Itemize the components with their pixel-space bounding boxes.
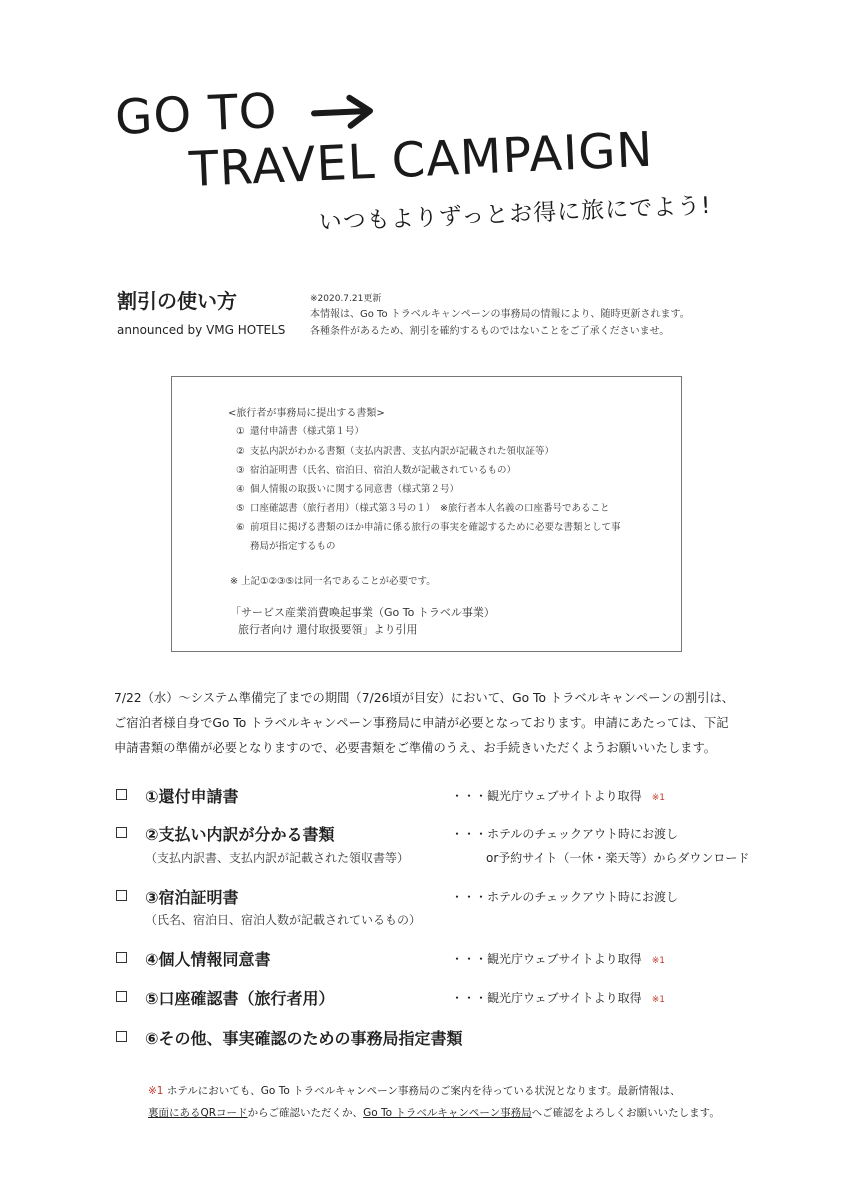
doc-label: ②支払い内訳が分かる書類 <box>145 825 335 844</box>
campaign-office-link[interactable]: Go To トラベルキャンペーン事務局 <box>363 1107 532 1119</box>
update-note-line: 各種条件があるため、割引を確約するものではないことをご了承くださいませ。 <box>310 326 670 337</box>
announced-by: announced by VMG HOTELS <box>117 323 286 337</box>
tagline: いつもよりずっとお得に旅にでよう! <box>318 192 712 236</box>
box-item: ⑤ 口座確認書（旅行者用）（様式第３号の１） ※旅行者本人名義の口座番号であること <box>236 503 610 514</box>
doc-source: ・・・観光庁ウェブサイトより取得 ※1 <box>451 952 665 966</box>
doc-sub: （氏名、宿泊日、宿泊人数が記載されているもの） <box>145 913 422 927</box>
checkbox[interactable] <box>116 952 127 963</box>
box-item: ① 還付申請書（様式第１号） <box>236 426 365 437</box>
update-date: ※2020.7.21更新 <box>310 294 382 304</box>
checkbox[interactable] <box>116 890 127 901</box>
doc-source: ・・・ホテルのチェックアウト時にお渡し <box>451 827 679 841</box>
checkbox[interactable] <box>116 789 127 800</box>
arrow-right-icon <box>309 90 381 133</box>
doc-label: ⑤口座確認書（旅行者用） <box>145 989 335 1008</box>
box-item-continuation: 務局が指定するもの <box>250 541 336 552</box>
logo-line2: TRAVEL CAMPAIGN <box>188 121 655 198</box>
doc-source: ・・・ホテルのチェックアウト時にお渡し <box>451 890 679 904</box>
intro-line: 7/22（水）～システム準備完了までの期間（7/26頃が目安）において、Go To トラベルキャンペーンの割引は、 <box>114 691 735 705</box>
doc-source: ・・・観光庁ウェブサイトより取得 ※1 <box>451 789 665 803</box>
doc-label: ①還付申請書 <box>145 787 239 806</box>
checkbox[interactable] <box>116 991 127 1002</box>
update-note-line: 本情報は、Go To トラベルキャンペーンの事務局の情報により、随時更新されます。 <box>310 309 690 320</box>
update-note <box>310 306 690 340</box>
doc-label: ⑥その他、事実確認のための事務局指定書類 <box>145 1029 463 1048</box>
box-note: ※ 上記①②③⑤は同一名であることが必要です。 <box>230 576 436 587</box>
box-quote: 「サービス産業消費喚起事業（Go To トラベル事業） 旅行者向け 還付取扱要領」より引用 <box>230 606 495 636</box>
footnote: ※1 ホテルにおいても、Go To トラベルキャンペーン事務局のご案内を待っている状況となります。最新情報は、 裏面にあるQRコードからご確認いただくか、Go To トラベルキャンペーン事務局へご確認をよろしくお願いいたします。 <box>148 1085 720 1119</box>
footnote-mark: ※1 <box>651 956 665 966</box>
doc-source: ・・・観光庁ウェブサイトより取得 ※1 <box>451 991 665 1005</box>
box-item: ③ 宿泊証明書（氏名、宿泊日、宿泊人数が記載されているもの） <box>236 465 517 476</box>
box-item: ④ 個人情報の取扱いに関する同意書（様式第２号） <box>236 484 460 495</box>
qr-code-link[interactable]: 裏面にあるQRコード <box>148 1107 248 1119</box>
box-item: ② 支払内訳がわかる書類（支払内訳書、支払内訳が記載された領収証等） <box>236 446 555 457</box>
checkbox[interactable] <box>116 1031 127 1042</box>
intro-line: ご宿泊者様自身でGo To トラベルキャンペーン事務局に申請が必要となっております。申請にあたっては、下記 <box>114 716 729 730</box>
section-title: 割引の使い方 <box>117 289 237 313</box>
box-item: ⑥ 前項目に掲げる書類のほか申請に係る旅行の事実を確認するために必要な書類として事 <box>236 522 621 533</box>
doc-sub: （支払内訳書、支払内訳が記載された領収書等） <box>145 851 410 865</box>
footnote-mark: ※1 <box>651 995 665 1005</box>
doc-label: ④個人情報同意書 <box>145 950 271 969</box>
footnote-mark: ※1 <box>148 1085 164 1097</box>
doc-source-alt: or予約サイト（一休・楽天等）からダウンロード <box>486 851 750 865</box>
logo-line1: GO TO <box>114 82 279 146</box>
footnote-mark: ※1 <box>651 793 665 803</box>
intro-paragraph <box>114 686 734 761</box>
intro-line: 申請書類の準備が必要となりますので、必要書類をご準備のうえ、お手続きいただくようお願いいたします。 <box>114 741 717 755</box>
box-heading: <旅行者が事務局に提出する書類> <box>228 408 385 419</box>
doc-label: ③宿泊証明書 <box>145 888 239 907</box>
campaign-logo <box>110 82 712 252</box>
checkbox[interactable] <box>116 827 127 838</box>
